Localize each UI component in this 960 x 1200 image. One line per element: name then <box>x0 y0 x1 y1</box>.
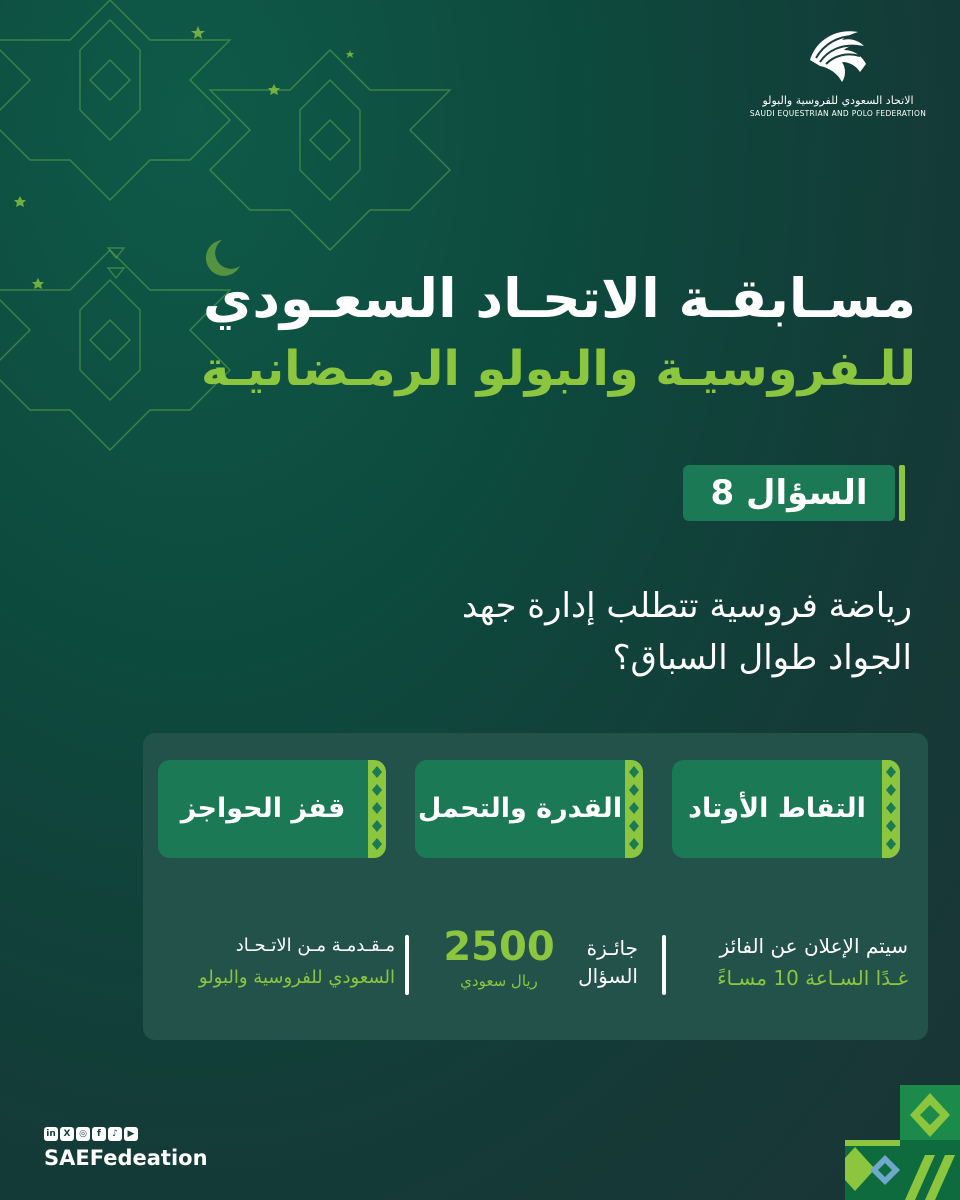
prize-amount: 2500 <box>443 924 555 970</box>
pattern-icon <box>368 760 386 858</box>
horse-head-icon <box>802 20 874 92</box>
social-handle[interactable]: SAEFedeation <box>44 1146 208 1170</box>
badge-accent-bar <box>899 465 905 521</box>
social-icons <box>44 1127 140 1146</box>
answer-label: القدرة والتحمل <box>417 793 623 824</box>
federation-logo <box>738 20 938 118</box>
prize-amount-block <box>436 924 562 992</box>
question-line-2: الجواد طوال السباق؟ <box>612 638 912 678</box>
answer-option-1[interactable] <box>672 760 900 858</box>
prize-currency: ريال سعودي <box>460 972 538 990</box>
answer-pattern-strip <box>368 760 386 858</box>
announcement-info <box>668 930 908 994</box>
question-number-label: السؤال 8 <box>710 473 868 513</box>
announce-line-1: سيتم الإعلان عن الفائز <box>719 934 908 958</box>
divider <box>405 935 409 995</box>
question-number-badge <box>683 465 895 521</box>
prize-word: جائـزة <box>586 936 638 960</box>
answer-pattern-strip <box>882 760 900 858</box>
prize-word-2: السؤال <box>578 964 638 988</box>
answer-label: التقاط الأوتاد <box>688 793 866 824</box>
tiktok-icon[interactable]: ♪ <box>108 1127 122 1141</box>
presented-by <box>150 930 395 994</box>
presented-line-1: مـقـدمـة مـن الاتـحـاد <box>235 935 395 956</box>
divider <box>662 935 666 995</box>
instagram-icon[interactable]: ◎ <box>76 1127 90 1141</box>
pattern-icon <box>882 760 900 858</box>
youtube-icon[interactable]: ▶ <box>124 1127 138 1141</box>
question-line-1: رياضة فروسية تتطلب إدارة جهد <box>461 586 912 626</box>
logo-english-name: SAUDI EQUESTRIAN AND POLO FEDERATION <box>749 109 927 118</box>
linkedin-icon[interactable]: in <box>44 1127 58 1141</box>
presented-line-2: السعودي للفروسية والبولو <box>198 967 395 988</box>
answer-option-2[interactable] <box>415 760 643 858</box>
title-line-2: للـفروسيـة والبولو الرمـضانيـة <box>200 341 916 397</box>
x-icon[interactable]: X <box>60 1127 74 1141</box>
prize-word-block <box>568 934 638 990</box>
pattern-icon <box>625 760 643 858</box>
answer-pattern-strip <box>625 760 643 858</box>
corner-pattern-icon <box>845 1085 960 1200</box>
answer-label: قفز الحواجز <box>180 793 346 824</box>
answer-option-3[interactable] <box>158 760 386 858</box>
question-text <box>152 580 912 684</box>
logo-arabic-name: الاتحاد السعودي للفروسية والبولو <box>762 94 914 107</box>
title-line-1: مسـابقـة الاتحـاد السعـودي <box>202 267 916 330</box>
facebook-icon[interactable]: f <box>92 1127 106 1141</box>
announce-line-2: غـدًا السـاعة 10 مسـاءً <box>717 966 908 990</box>
